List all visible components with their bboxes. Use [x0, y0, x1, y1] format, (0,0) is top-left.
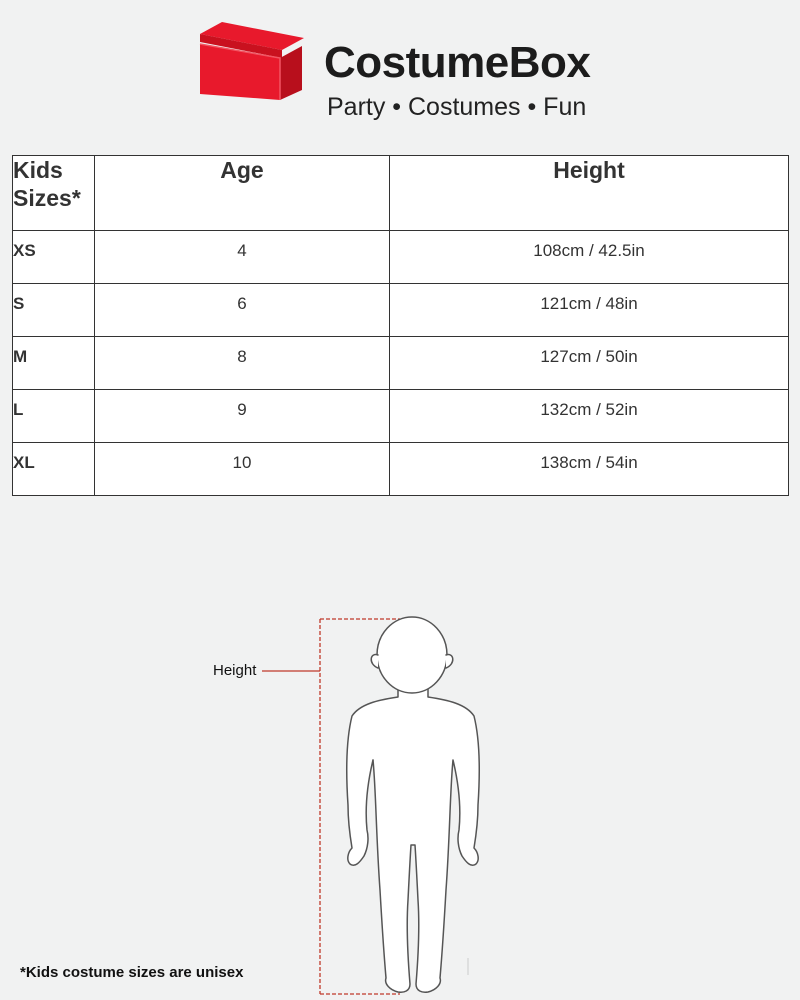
table-row: [13, 284, 789, 337]
height-cell: 127cm / 50in: [390, 337, 789, 390]
table-row: [13, 337, 789, 390]
age-cell: 6: [95, 284, 390, 337]
size-cell: L: [13, 390, 95, 443]
size-cell: S: [13, 284, 95, 337]
table-header-row: [13, 156, 789, 231]
age-cell: 9: [95, 390, 390, 443]
age-cell: 10: [95, 443, 390, 496]
height-cell: 108cm / 42.5in: [390, 231, 789, 284]
unisex-footnote: *Kids costume sizes are unisex: [20, 964, 244, 981]
child-height-diagram: [0, 600, 800, 1000]
table-row: [13, 390, 789, 443]
costumebox-logo: [196, 20, 616, 121]
age-cell: 8: [95, 337, 390, 390]
age-cell: 4: [95, 231, 390, 284]
column-header-height: Height: [390, 156, 789, 231]
height-cell: 121cm / 48in: [390, 284, 789, 337]
child-silhouette: [347, 617, 479, 992]
costume-box-icon: [196, 20, 308, 102]
column-header-age: Age: [95, 156, 390, 231]
brand-name: CostumeBox: [324, 38, 591, 87]
size-cell: M: [13, 337, 95, 390]
brand-tagline: Party • Costumes • Fun: [327, 93, 587, 121]
table-row: [13, 231, 789, 284]
height-cell: 138cm / 54in: [390, 443, 789, 496]
kids-size-table: [12, 155, 789, 496]
height-measure-label: Height: [213, 662, 257, 679]
height-cell: 132cm / 52in: [390, 390, 789, 443]
size-cell: XL: [13, 443, 95, 496]
table-row: [13, 443, 789, 496]
size-cell: XS: [13, 231, 95, 284]
column-header-size: Kids Sizes*: [13, 156, 95, 231]
